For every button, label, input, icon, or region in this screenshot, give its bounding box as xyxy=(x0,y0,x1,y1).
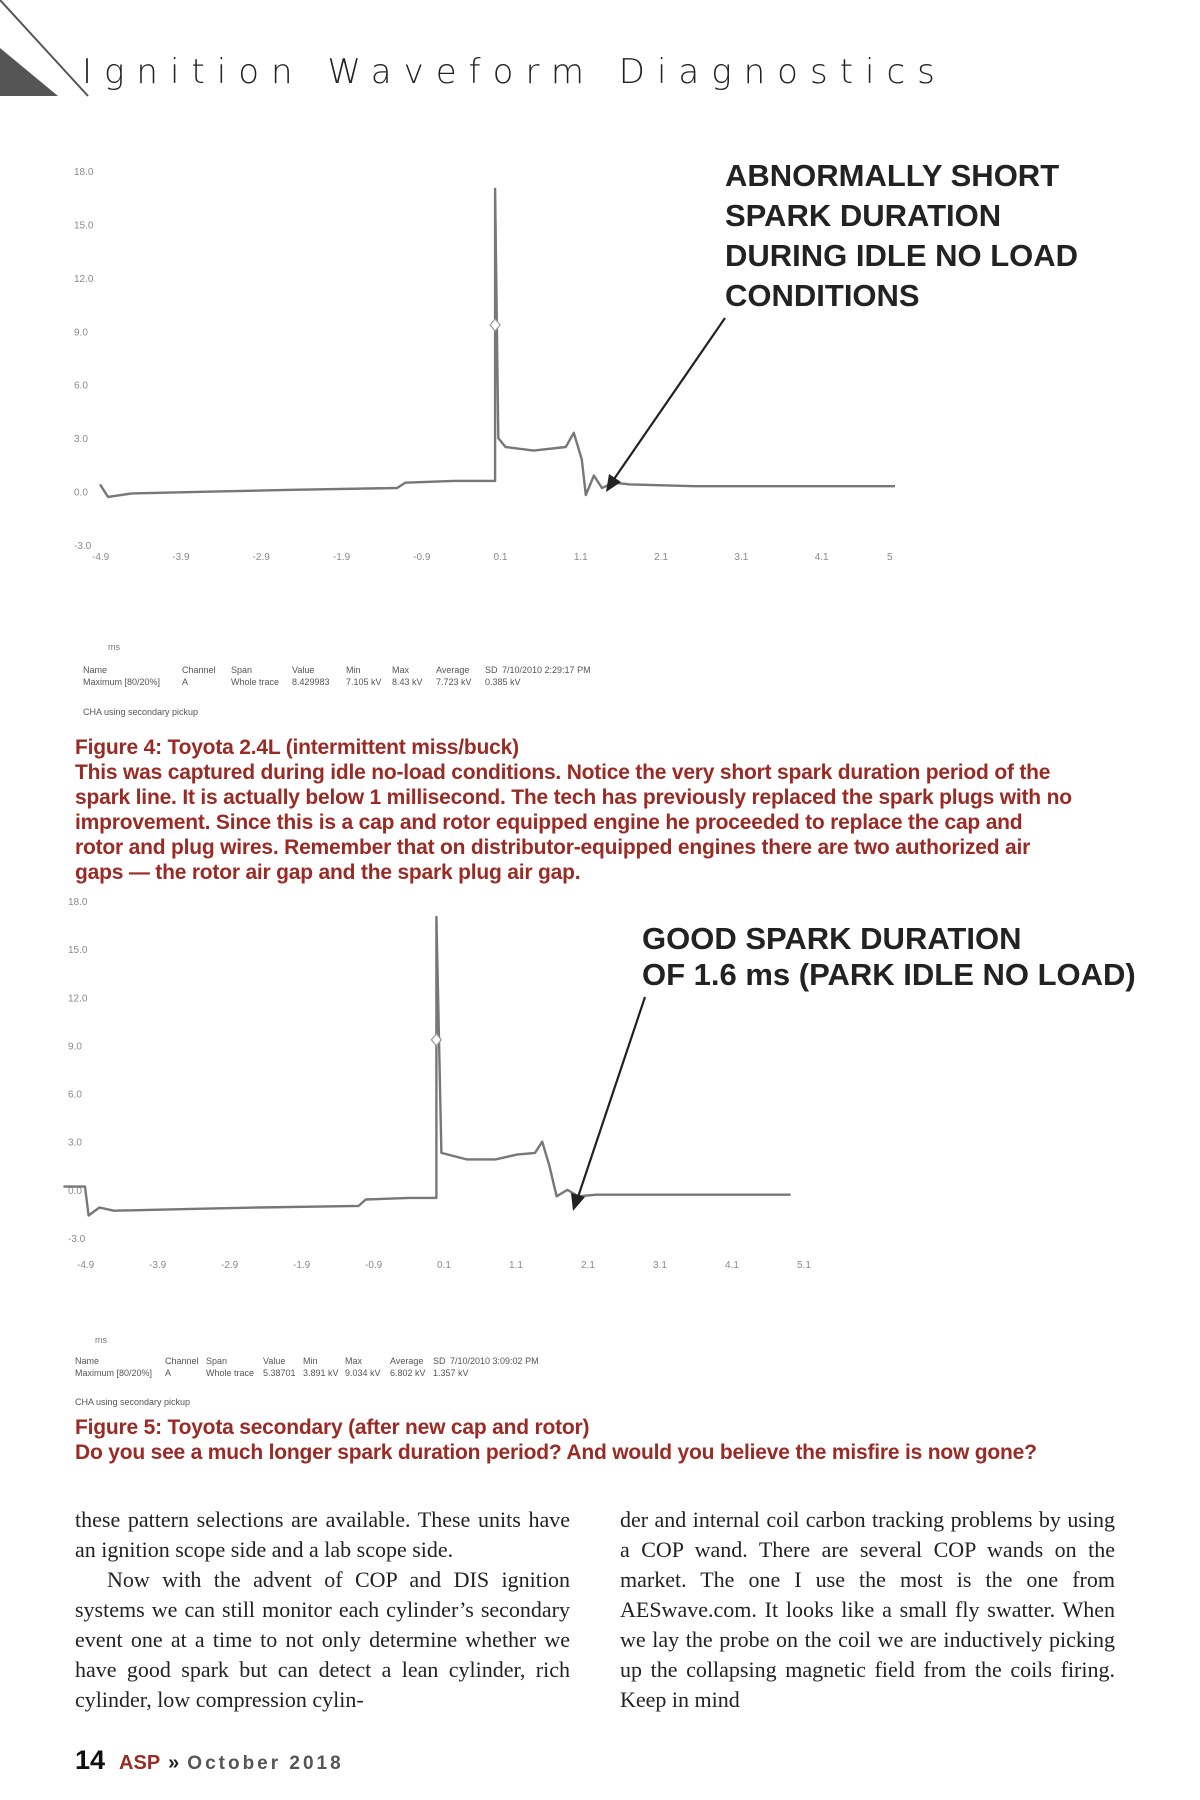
figure-5-stats-value-value: 5.38701 xyxy=(263,1368,296,1378)
figure-5-stats-header-channel: Channel xyxy=(165,1356,199,1366)
figure-5-caption xyxy=(75,1415,1075,1465)
figure-5-y-tick-label: 15.0 xyxy=(68,945,88,957)
figure-4-stats-header-value: Value xyxy=(292,665,315,675)
figure-4-y-tick-label: 3.0 xyxy=(74,434,88,446)
figure-4-y-tick-label: 6.0 xyxy=(74,380,88,392)
figure-5-y-tick-label: 12.0 xyxy=(68,993,88,1005)
figure-4-stats-value-name: Maximum [80/20%] xyxy=(83,677,161,687)
figure-5-x-tick-label: 4.1 xyxy=(725,1260,739,1271)
figure-4-x-tick-label: -2.9 xyxy=(252,552,270,563)
figure-4-callout-line-3: DURING IDLE NO LOAD xyxy=(725,238,1079,273)
figure-5-stats-header-name: Name xyxy=(75,1356,100,1366)
figure-5-x-tick-label: 5.1 xyxy=(797,1260,811,1271)
figure-4-x-tick-label: 5 xyxy=(887,552,893,563)
body-paragraph: these pattern selections are available. These units have an ignition scope side and a lab scope side. xyxy=(75,1507,570,1562)
figure-5-stats-timestamp: 7/10/2010 3:09:02 PM xyxy=(450,1356,539,1366)
figure-4-x-tick-label: 2.1 xyxy=(654,552,669,563)
figure-4-x-ticks xyxy=(92,552,893,563)
figure-5-x-tick-label: -2.9 xyxy=(221,1260,239,1271)
page-footer xyxy=(75,1745,344,1776)
figure-4-stats-header-sd: SD xyxy=(485,665,498,675)
body-column-left xyxy=(75,1505,570,1715)
figure-4-stats-value-value: 8.429983 xyxy=(292,677,330,687)
figure-5-x-tick-label: -0.9 xyxy=(365,1260,383,1271)
figure-5-stats-value-sd: 1.357 kV xyxy=(433,1368,469,1378)
figure-4-y-tick-label: 18.0 xyxy=(74,167,94,178)
figure-5-x-tick-label: 3.1 xyxy=(653,1260,667,1271)
figure-4-stats-header-average: Average xyxy=(436,665,470,675)
figure-4-callout-line-2: SPARK DURATION xyxy=(725,198,1002,233)
figure-4-stats-table xyxy=(83,665,591,717)
figure-5-stats-header-value: Value xyxy=(263,1356,286,1366)
footer-separator-icon: » xyxy=(168,1752,180,1774)
figure-5-x-tick-label: -1.9 xyxy=(293,1260,311,1271)
figure-4-stats-note: CHA using secondary pickup xyxy=(83,707,199,717)
figure-5-stats-value-average: 6.802 kV xyxy=(390,1368,426,1378)
figure-5-y-tick-label: 9.0 xyxy=(68,1041,82,1053)
figure-4-x-tick-label: -4.9 xyxy=(92,552,110,563)
figure-4-stats-value-min: 7.105 kV xyxy=(346,677,382,687)
figure-5-y-tick-label: 18.0 xyxy=(68,897,88,908)
figure-5-x-unit-label: ms xyxy=(95,1335,107,1345)
figure-4-x-tick-label: -3.9 xyxy=(172,552,190,563)
figure-4-stats-value-span: Whole trace xyxy=(231,677,280,687)
figure-5-x-tick-label: 0.1 xyxy=(437,1260,451,1271)
figure-4-x-unit-label: ms xyxy=(108,642,120,652)
figure-4-callout-line-4: CONDITIONS xyxy=(725,278,920,313)
figure-4-stats-header-name: Name xyxy=(83,665,108,675)
figure-4-spike-marker xyxy=(490,319,500,331)
figure-4-y-ticks xyxy=(74,167,94,552)
figure-4-caption-title: Figure 4: Toyota 2.4L (intermittent miss/buck) xyxy=(75,736,519,759)
figure-5-stats-header-min: Min xyxy=(303,1356,318,1366)
figure-4-x-tick-label: 3.1 xyxy=(734,552,749,563)
body-paragraph: Now with the advent of COP and DIS ignition systems we can still monitor each cylinder’s secondary event one at a time to not only determine whether we have good spark but can detect a lean cylinder, rich cylinder, low compression cylin- xyxy=(75,1567,570,1712)
figure-4-secondary-trace xyxy=(100,189,895,497)
figure-5-stats-value-name: Maximum [80/20%] xyxy=(75,1368,153,1378)
figure-4-y-tick-label: 15.0 xyxy=(74,220,94,232)
figure-5-stats-value-max: 9.034 kV xyxy=(345,1368,381,1378)
figure-5-stats-value-span: Whole trace xyxy=(206,1368,255,1378)
figure-4-stats-header-max: Max xyxy=(392,665,410,675)
figure-4-x-tick-label: 4.1 xyxy=(814,552,829,563)
figure-5-x-ticks xyxy=(77,1260,811,1271)
figure-5-x-tick-label: 1.1 xyxy=(509,1260,523,1271)
figure-5-callout-arrow xyxy=(571,997,645,1211)
figure-5-y-tick-label: 6.0 xyxy=(68,1089,82,1101)
figure-5-y-tick-label: 3.0 xyxy=(68,1137,82,1149)
figure-4-stats-value-max: 8.43 kV xyxy=(392,677,423,687)
figure-4-x-tick-label: 1.1 xyxy=(573,552,588,563)
figure-4-waveform-chart xyxy=(0,140,1200,730)
body-column-right xyxy=(620,1505,1115,1715)
figure-5-y-tick-label: -3.0 xyxy=(68,1234,86,1245)
figure-4-stats-value-average: 7.723 kV xyxy=(436,677,472,687)
figure-5-y-tick-label: 0.0 xyxy=(68,1185,82,1197)
figure-4-x-tick-label: 0.1 xyxy=(493,552,508,563)
figure-4-stats-header-channel: Channel xyxy=(182,665,216,675)
page-number: 14 xyxy=(75,1745,106,1775)
figure-4-stats-value-sd: 0.385 kV xyxy=(485,677,521,687)
figure-4-stats-header-min: Min xyxy=(346,665,361,675)
figure-5-caption-body: Do you see a much longer spark duration period? And would you believe the misfire is now gone? xyxy=(75,1441,1037,1464)
running-header-title: Ignition Waveform Diagnostics xyxy=(82,52,947,92)
figure-4-y-tick-label: 9.0 xyxy=(74,327,88,339)
figure-5-x-tick-label: -4.9 xyxy=(77,1260,95,1271)
figure-5-callout-line-2: OF 1.6 ms (PARK IDLE NO LOAD) xyxy=(642,957,1136,992)
figure-5-x-tick-label: -3.9 xyxy=(149,1260,167,1271)
figure-4-x-tick-label: -0.9 xyxy=(413,552,431,563)
issue-date: October 2018 xyxy=(187,1753,344,1774)
figure-4-stats-header-span: Span xyxy=(231,665,253,675)
body-paragraph: der and internal coil carbon tracking problems by using a COP wand. There are several COP wands on the market. The one I use the most is the one from AESwave.com. It looks like a small fly swatter. When we lay the probe on the coil we are inductively picking up the collapsing magnetic field from the coils firing. Keep in mind xyxy=(620,1507,1115,1712)
figure-5-stats-note: CHA using secondary pickup xyxy=(75,1397,191,1407)
figure-5-stats-header-max: Max xyxy=(345,1356,363,1366)
figure-4-trace-group xyxy=(100,189,895,497)
figure-4-stats-timestamp: 7/10/2010 2:29:17 PM xyxy=(502,665,591,675)
figure-5-stats-value-min: 3.891 kV xyxy=(303,1368,339,1378)
figure-4-y-tick-label: 12.0 xyxy=(74,273,94,285)
figure-4-caption-body: This was captured during idle no-load conditions. Notice the very short spark duration period of the spark line. It is actually below 1 millisecond. The tech has previously replaced the spark plugs with no improvement. Since this is a cap and rotor equipped engine he proceeded to replace the cap and rotor and plug wires. Remember that on distributor-equipped engines there are two authorized air gaps — the rotor air gap and the spark plug air gap. xyxy=(75,761,1072,884)
figure-4-caption xyxy=(75,735,1075,885)
publication-name: ASP xyxy=(119,1752,161,1774)
figure-5-stats-value-channel: A xyxy=(165,1368,172,1378)
figure-5-caption-title: Figure 5: Toyota secondary (after new cap and rotor) xyxy=(75,1416,590,1439)
figure-4-callout-arrow xyxy=(606,318,725,492)
figure-4-stats-value-channel: A xyxy=(182,677,189,687)
figure-5-stats-header-average: Average xyxy=(390,1356,424,1366)
figure-4-x-tick-label: -1.9 xyxy=(332,552,351,563)
figure-4-y-tick-label: 0.0 xyxy=(74,487,88,499)
figure-5-waveform-chart xyxy=(0,897,1200,1407)
figure-4-callout-line-1: ABNORMALLY SHORT xyxy=(725,158,1060,193)
figure-4-y-tick-label: -3.0 xyxy=(74,541,92,552)
header-corner-graphic xyxy=(0,0,90,100)
figure-5-stats-table xyxy=(75,1356,539,1407)
figure-5-stats-header-span: Span xyxy=(206,1356,228,1366)
figure-5-x-tick-label: 2.1 xyxy=(581,1260,595,1271)
figure-5-callout-line-1: GOOD SPARK DURATION xyxy=(642,921,1022,956)
figure-5-stats-header-sd: SD xyxy=(433,1356,446,1366)
